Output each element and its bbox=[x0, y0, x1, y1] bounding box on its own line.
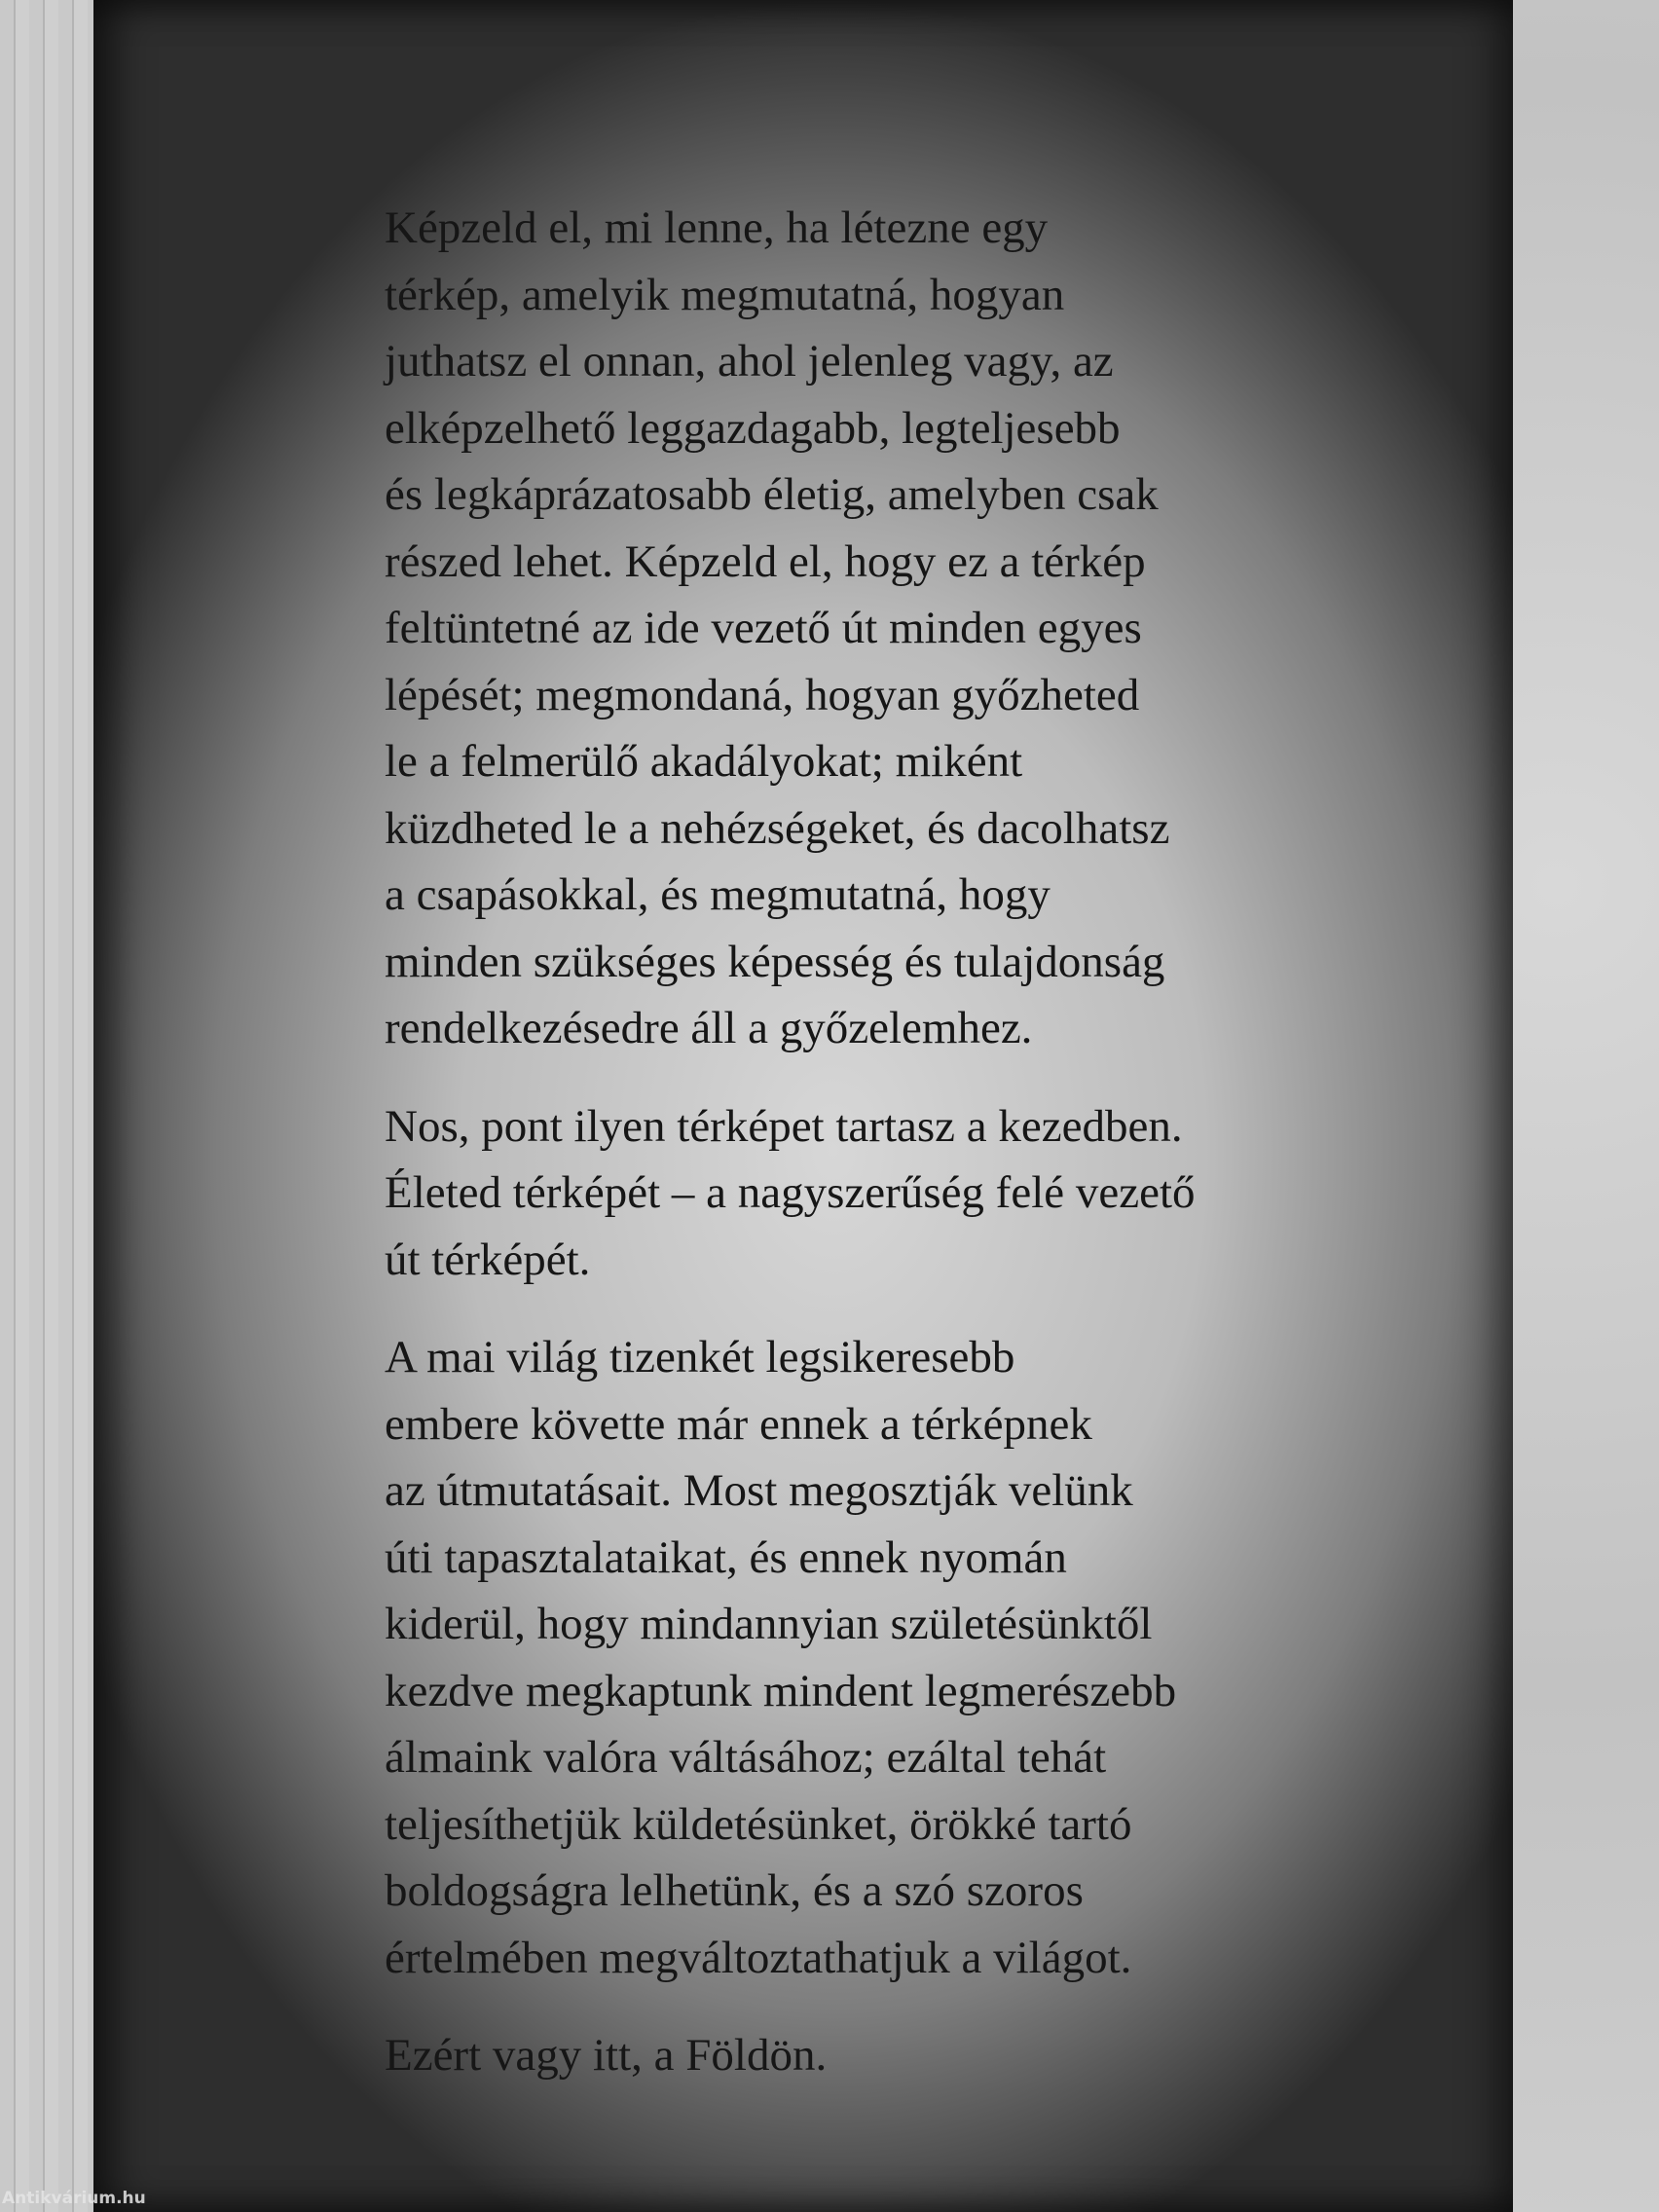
paragraph bbox=[385, 195, 1358, 1062]
text-line: Nos, pont ilyen térképet tartasz a kezedben. bbox=[385, 1100, 1183, 1152]
text-line: minden szükséges képesség és tulajdonság bbox=[385, 936, 1165, 987]
text-line: út térképét. bbox=[385, 1234, 591, 1285]
paragraph bbox=[385, 1324, 1358, 1991]
text-line: úti tapasztalataikat, és ennek nyomán bbox=[385, 1531, 1067, 1583]
text-line: elképzelhető leggazdagabb, legteljesebb bbox=[385, 402, 1121, 454]
text-line: részed lehet. Képzeld el, hogy ez a térkép bbox=[385, 535, 1146, 587]
text-line: kezdve megkaptunk mindent legmerészebb bbox=[385, 1665, 1177, 1716]
text-line: a csapásokkal, és megmutatná, hogy bbox=[385, 869, 1051, 920]
paragraph bbox=[385, 2022, 1358, 2089]
text-line: lépését; megmondaná, hogyan győzheted bbox=[385, 669, 1140, 720]
text-line: Életed térképét – a nagyszerűség felé vezető bbox=[385, 1167, 1196, 1218]
text-line: A mai világ tizenkét legsikeresebb bbox=[385, 1332, 1015, 1382]
text-line: értelmében megváltoztathatjuk a világot. bbox=[385, 1932, 1132, 1983]
text-line: embere követte már ennek a térképnek bbox=[385, 1398, 1092, 1450]
background-surface bbox=[1513, 0, 1659, 2212]
text-line: juthatsz el onnan, ahol jelenleg vagy, az bbox=[385, 336, 1114, 387]
text-line: küzdheted le a nehézségeket, és dacolhatsz bbox=[385, 802, 1170, 854]
text-line: térkép, amelyik megmutatná, hogyan bbox=[385, 269, 1065, 320]
paragraph bbox=[385, 1093, 1358, 1294]
text-line: le a felmerülő akadályokat; miként bbox=[385, 736, 1023, 787]
text-line: kiderül, hogy mindannyian születésünktől bbox=[385, 1599, 1153, 1649]
text-line: álmaink valóra váltásához; ezáltal tehát bbox=[385, 1732, 1107, 1783]
text-line: rendelkezésedre áll a győzelemhez. bbox=[385, 1003, 1033, 1053]
adjacent-page-edge bbox=[0, 0, 93, 2212]
text-line: Képzeld el, mi lenne, ha létezne egy bbox=[385, 203, 1049, 253]
text-line: feltüntetné az ide vezető út minden egyes bbox=[385, 603, 1142, 653]
text-line: és legkáprázatosabb életig, amelyben csak bbox=[385, 469, 1159, 520]
text-line: az útmutatásait. Most megosztják velünk bbox=[385, 1465, 1133, 1516]
watermark: Antikvárium.hu bbox=[2, 2189, 146, 2208]
page-text bbox=[385, 195, 1358, 2120]
text-line: Ezért vagy itt, a Földön. bbox=[385, 2030, 828, 2081]
text-line: teljesíthetjük küldetésünket, örökké tartó bbox=[385, 1798, 1132, 1850]
text-line: boldogságra lelhetünk, és a szó szoros bbox=[385, 1865, 1084, 1916]
